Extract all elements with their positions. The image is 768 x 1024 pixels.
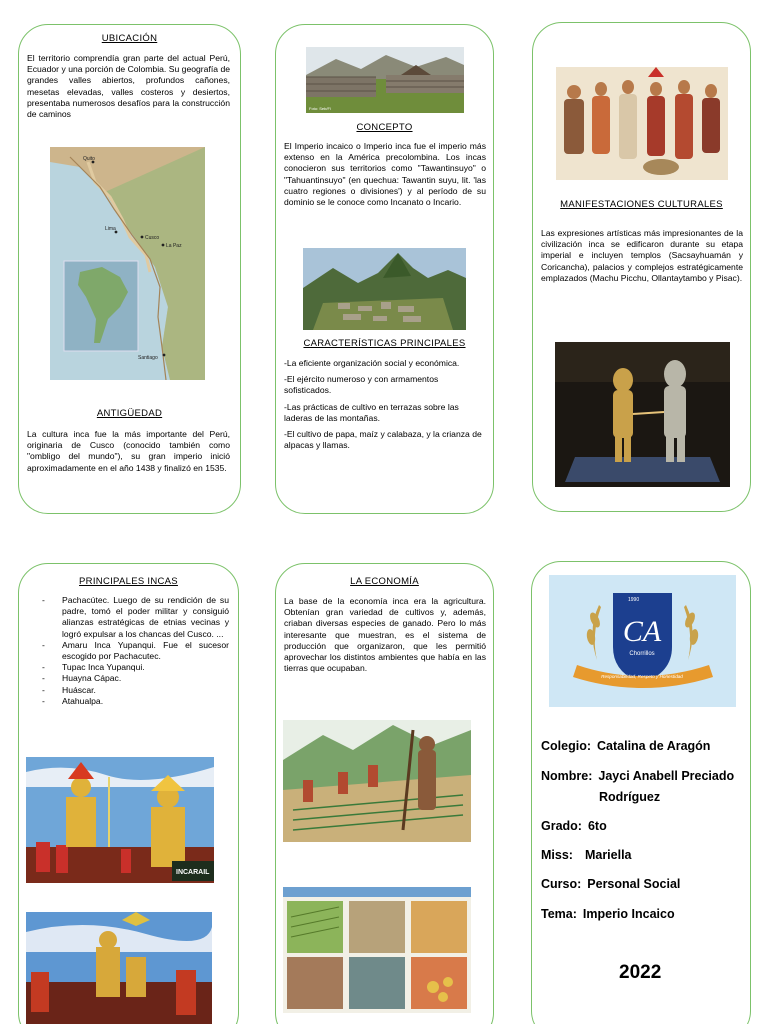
- manifestaciones-text: Las expresiones artísticas más impresionantes de la civilización inca se edificaron durante su etapa imperial e incluyen templos (Sacsayhuamán y Coricancha), palacios y complejos estratégicamente emplazados (Machu Picchu, Ollantaytambo y Pisac).: [541, 228, 743, 283]
- school-logo: [549, 575, 736, 707]
- logo-letters: CA: [622, 615, 662, 648]
- tema-line: [541, 907, 746, 921]
- gold-statues-photo: [555, 342, 730, 487]
- logo-name: Chorrillos: [629, 651, 655, 657]
- inca-list-item: - Huayna Cápac.: [40, 673, 229, 684]
- logo-year: 1990: [628, 597, 640, 603]
- nombre-value-2: Rodríguez: [599, 790, 661, 804]
- caracteristicas-list: [284, 358, 484, 456]
- inca-figures-illustration: [556, 67, 728, 180]
- farming-illustration: [283, 720, 471, 842]
- economia-heading: LA ECONOMÍA: [350, 576, 419, 587]
- curso-line: [541, 877, 746, 891]
- caracteristica-item: -El cultivo de papa, maíz y calabaza, y la crianza de alpacas y llamas.: [284, 429, 482, 451]
- colegio-line: [541, 739, 746, 753]
- year: 2022: [619, 962, 662, 983]
- inti-raymi-photo-1: [26, 757, 214, 883]
- inca-list-item: - Pachacútec. Luego de su rendición de su padre, tomó el poder militar y consiguió alianzas estratégicas de etnias vecinas y logró expulsar a los chancas del Cusco. ...: [40, 595, 229, 640]
- inca-list-item: - Tupac Inca Yupanqui.: [40, 662, 229, 673]
- tema-value: Imperio Incaico: [582, 907, 675, 921]
- inti-raymi-photo-2: [26, 912, 212, 1024]
- machu-picchu-photo: [303, 248, 466, 330]
- miss-value: Mariella: [584, 848, 632, 862]
- map-label-quito: Quito: [83, 156, 95, 162]
- grado-label: Grado:: [541, 819, 582, 833]
- map-label-santiago: Santiago: [138, 355, 158, 361]
- caracteristica-item: -La eficiente organización social y económica.: [284, 358, 460, 368]
- map-label-lapaz: La Paz: [166, 243, 182, 249]
- antiguedad-text: La cultura inca fue la más importante del Perú, originaria de Cusco (conocido también como "ombligo del mundo"), su gran imperio inició aproximadamente en el año 1438 y finalizó en 1535.: [27, 429, 230, 473]
- agriculture-chart-image: [283, 887, 471, 1013]
- nombre-line: [541, 769, 751, 783]
- map-label-lima: Lima: [105, 226, 116, 232]
- ruins-photo: [306, 47, 464, 113]
- inca-list-item: - Atahualpa.: [40, 696, 229, 707]
- map-label-cusco: Cusco: [145, 235, 160, 241]
- caracteristica-item: -Las prácticas de cultivo en terrazas sobre las laderas de las montañas.: [284, 401, 459, 423]
- colegio-value: Catalina de Aragón: [597, 739, 711, 753]
- concepto-text: El Imperio incaico o Imperio inca fue el imperio más extenso en la América precolombina. Los incas conocieron sus territorios como "Tawantinsuyo" o "Tahuantinsuyo" (en quechua: Tawantin suyu, lit. 'las cuatro regiones o divisiones') y al período de su dominio se le conoce como Incanato o Incario.: [284, 141, 486, 208]
- caracteristica-item: -El ejército numeroso y con armamentos sofisticados.: [284, 374, 439, 396]
- caracteristicas-heading: CARACTERÍSTICAS PRINCIPALES: [303, 338, 466, 349]
- colegio-label: Colegio:: [541, 739, 591, 753]
- nombre-value-1: Jayci Anabell Preciado: [598, 769, 735, 783]
- curso-label: Curso:: [541, 877, 582, 891]
- tema-label: Tema:: [541, 907, 577, 921]
- photo-caption: Foto: Seb/Fl: [309, 106, 331, 111]
- nombre-label: Nombre:: [541, 769, 593, 783]
- antiguedad-heading: ANTIGÜEDAD: [96, 408, 163, 419]
- economia-text: La base de la economía inca era la agricultura. Obtenían gran variedad de cultivos y, además, criaban diversas especies de ganado. Pero lo más interesante que muestran, es el sistema de producción que organizaron, que les permitió aprovechar los distintos ambientes que había en las tierras que ocupaban.: [284, 596, 486, 674]
- manifestaciones-heading: MANIFESTACIONES CULTURALES: [560, 199, 723, 210]
- ubicacion-heading: UBICACIÓN: [101, 33, 158, 44]
- grado-line: [541, 819, 746, 833]
- grado-value: 6to: [587, 819, 607, 833]
- nombre-line-2: [599, 790, 739, 804]
- concepto-heading: CONCEPTO: [356, 122, 413, 133]
- ubicacion-text: El territorio comprendía gran parte del actual Perú, Ecuador y una porción de Colombia. Su geografía de grandes valles abiertos, profundos cañones, mesetas elevadas, valles costeros y desiertos, presentaba numerosos desafíos para la construcción de caminos: [27, 53, 230, 120]
- incarail-logo-text: INCARAIL: [176, 869, 210, 876]
- miss-line: [541, 848, 746, 862]
- inca-list-item: - Amaru Inca Yupanqui. Fue el sucesor escogido por Pachacutec.: [40, 640, 229, 662]
- curso-value: Personal Social: [587, 877, 681, 891]
- incas-list: [40, 595, 229, 707]
- map-image: [50, 147, 205, 380]
- logo-ribbon-text: Responsabilidad, Respeto y Honestidad: [601, 674, 683, 679]
- miss-label: Miss:: [541, 848, 573, 862]
- inca-list-item: - Huáscar.: [40, 685, 229, 696]
- principales-incas-heading: PRINCIPALES INCAS: [79, 576, 178, 587]
